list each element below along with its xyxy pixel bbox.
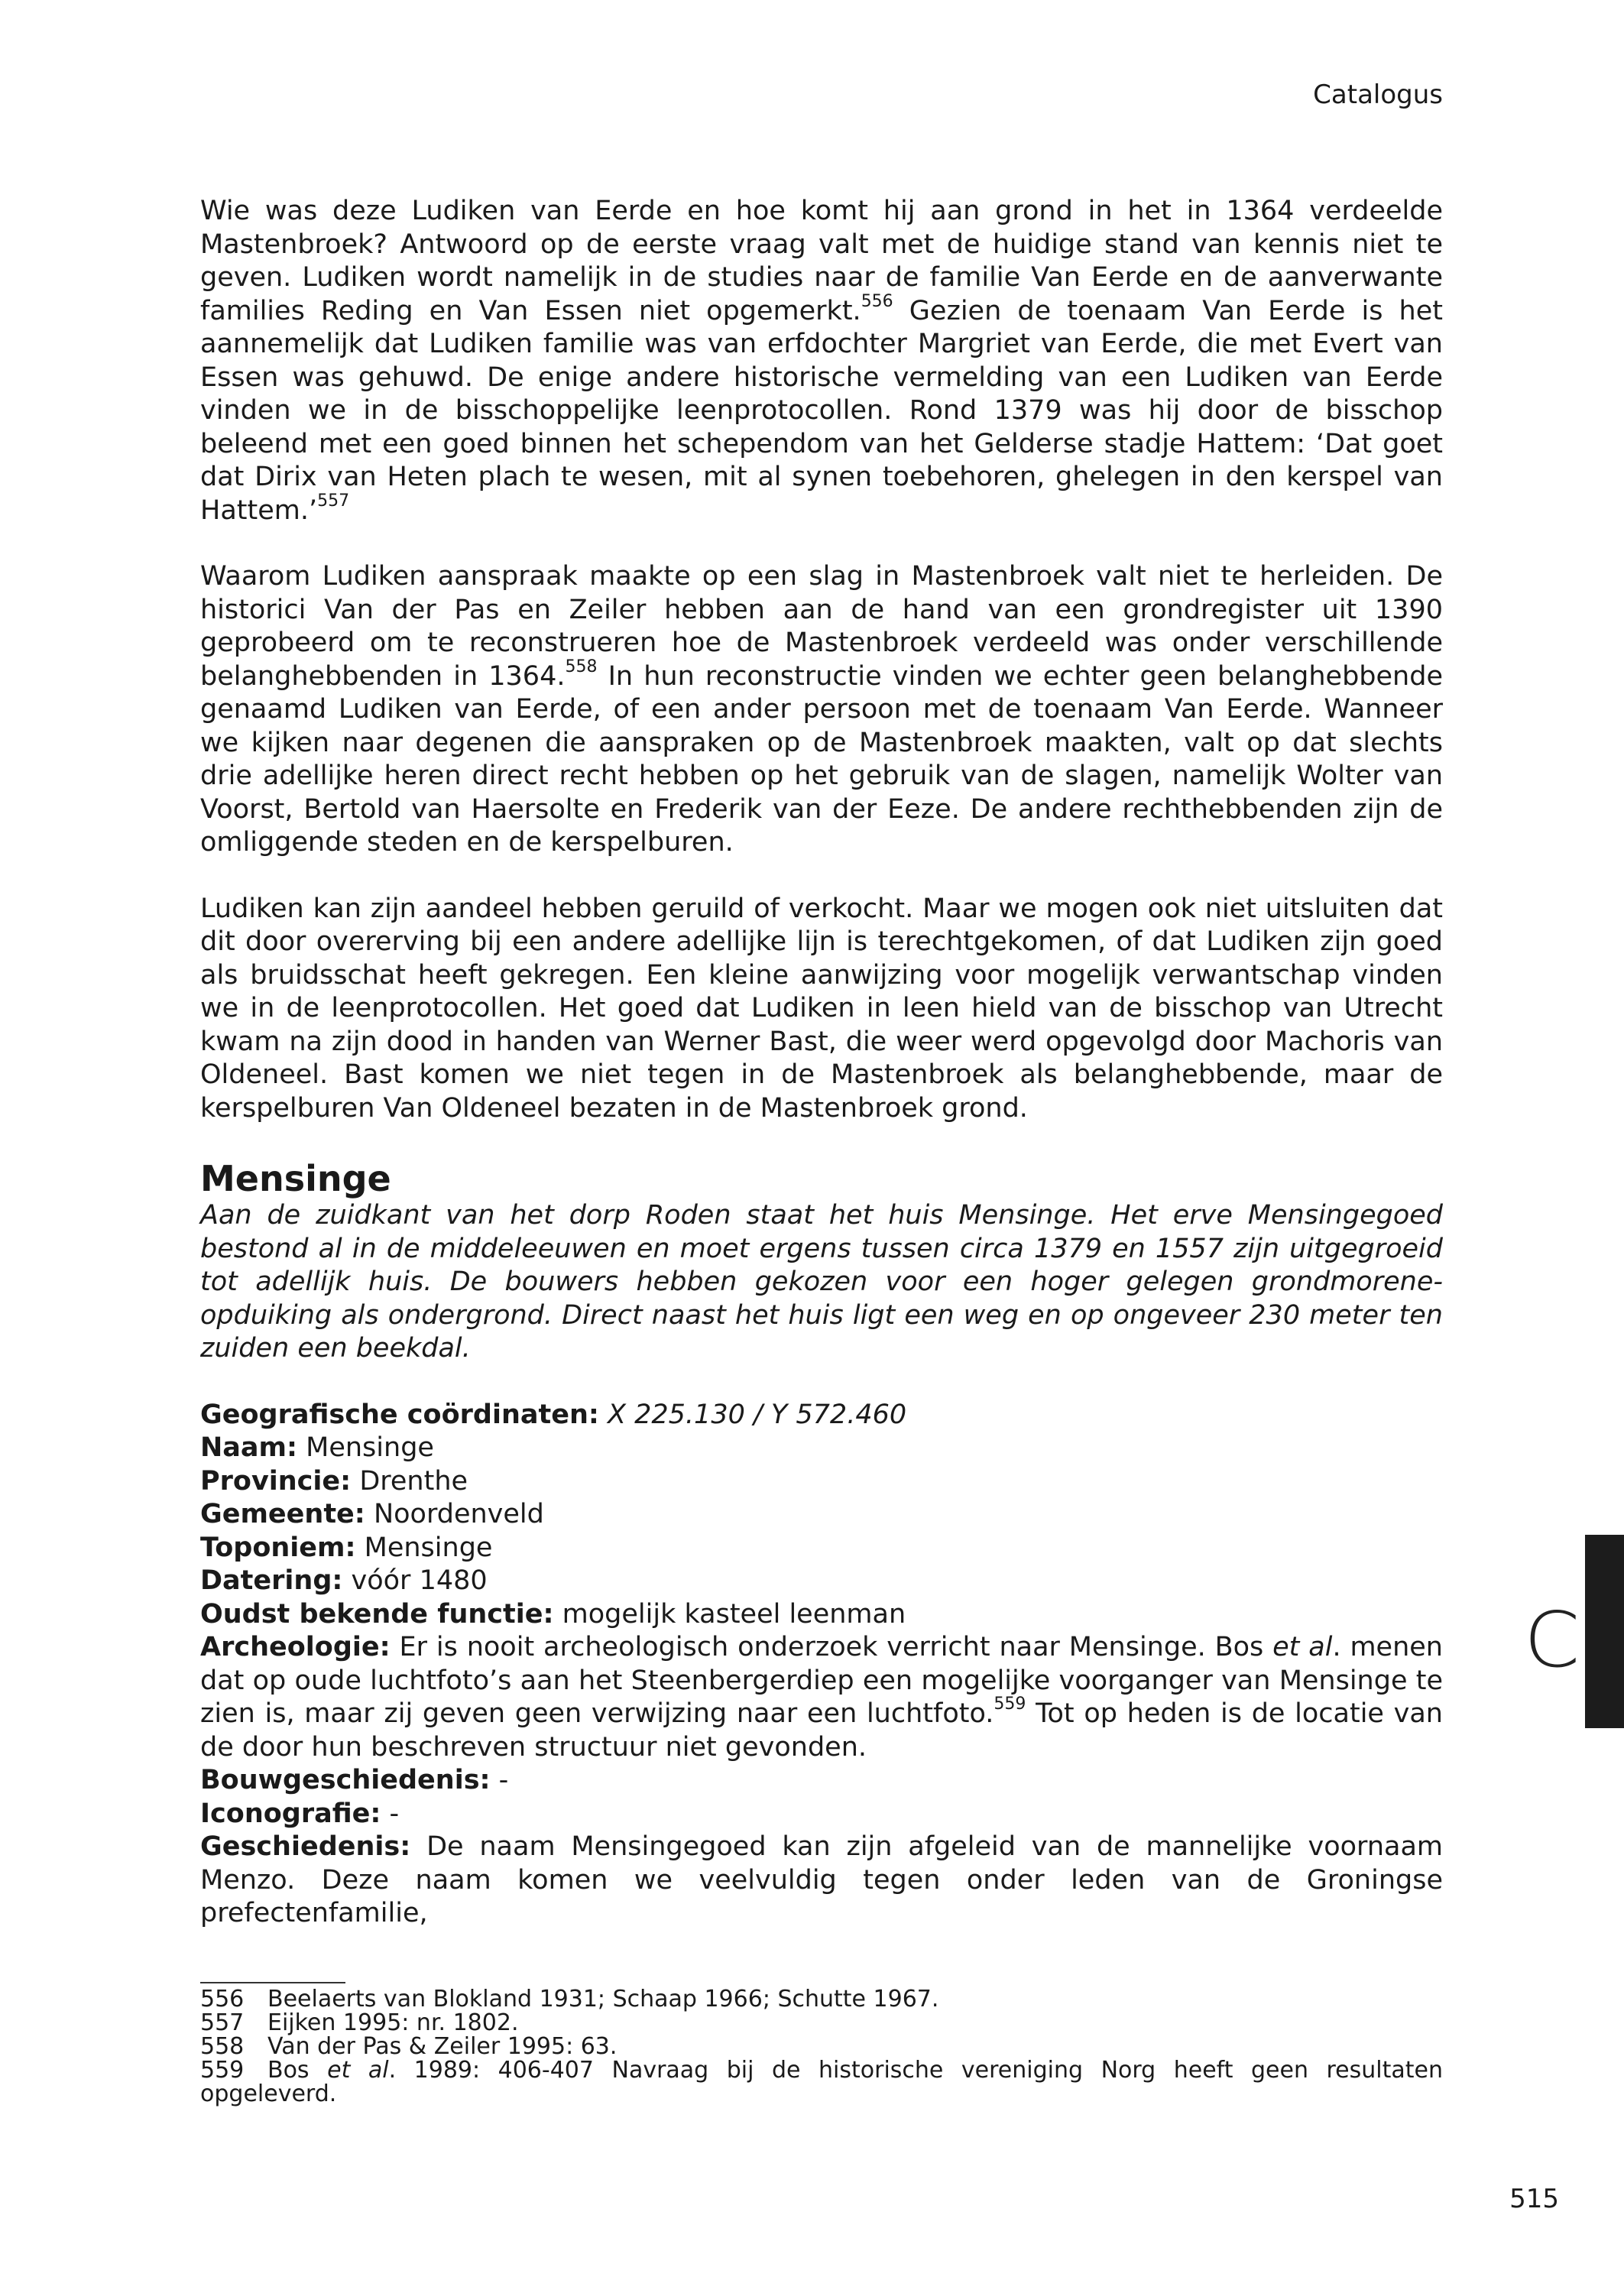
footnote-557 bbox=[200, 2011, 1443, 2035]
footnote-ref-558: 558 bbox=[565, 657, 598, 676]
field-value: X 225.130 / Y 572.460 bbox=[608, 1399, 907, 1430]
paragraph-2 bbox=[200, 560, 1443, 860]
field-archaeology bbox=[200, 1631, 1443, 1764]
field-building-history bbox=[200, 1764, 1443, 1798]
footnote-ref-559: 559 bbox=[994, 1695, 1026, 1714]
field-value: - bbox=[389, 1798, 400, 1829]
section-intro: Aan de zuidkant van het dorp Roden staat het huis Mensinge. Het erve Mensingegoed bestond al in de middeleeuwen en moet ergens tussen circa 1379 en 1557 zijn uitgegroeid tot adellijk huis. De bouwers hebben gekozen voor een hoger gelegen grondmorene-opduiking als ondergrond. Direct naast het huis ligt een weg en op ongeveer 230 meter ten zuiden een beekdal. bbox=[200, 1200, 1443, 1364]
field-label: Iconografie: bbox=[200, 1798, 381, 1829]
footnote-558 bbox=[200, 2035, 1443, 2058]
field-label: Archeologie: bbox=[200, 1632, 391, 1662]
field-value: - bbox=[498, 1765, 509, 1795]
footnote-number: 558 bbox=[200, 2033, 245, 2060]
catalogue-fields bbox=[200, 1399, 1443, 1931]
footnote-text: Eijken 1995: nr. 1802. bbox=[267, 2009, 519, 2036]
field-label: Datering: bbox=[200, 1565, 343, 1596]
field-value: . menen dat op oude luchtfoto’s aan het Steenbergerdiep een mogelijke voorganger van Mensinge te zien is, maar zij geven geen verwijzing naar een luchtfoto. bbox=[200, 1632, 1443, 1729]
section-letter: C bbox=[1524, 1595, 1580, 1685]
footnote-text: Bos bbox=[267, 2057, 328, 2084]
field-history bbox=[200, 1831, 1443, 1931]
footnote-text: Van der Pas & Zeiler 1995: 63. bbox=[267, 2033, 618, 2060]
page-number: 515 bbox=[1509, 2184, 1559, 2214]
footnote-number: 556 bbox=[200, 1986, 245, 2012]
running-header: Catalogus bbox=[1313, 79, 1443, 110]
field-province bbox=[200, 1465, 1443, 1499]
paragraph-2-part-b: In hun reconstructie vinden we echter geen belanghebbende genaamd Ludiken van Eerde, of een ander persoon met de toenaam Van Eerde. Wanneer we kijken naar degenen die aanspraken op de Mastenbroek maakten, valt op dat slechts drie adellijke heren direct recht hebben op het gebruik van de slagen, namelijk Wolter van Voorst, Bertold van Haersolte en Frederik van der Eeze. De andere rechthebbenden zijn de omliggende steden en de kerspelburen. bbox=[200, 660, 1443, 858]
field-coordinates bbox=[200, 1399, 1443, 1432]
field-value: Mensinge bbox=[364, 1532, 493, 1563]
field-value: mogelijk kasteel leenman bbox=[562, 1598, 906, 1630]
main-text bbox=[200, 195, 1443, 1931]
footnote-number: 557 bbox=[200, 2009, 245, 2036]
footnotes bbox=[200, 1987, 1443, 2106]
paragraph-1-part-a: Wie was deze Ludiken van Eerde en hoe komt hij aan grond in het in 1364 verdeelde Mastenbroek? Antwoord op de eerste vraag valt met de huidige stand van kennis niet te geven. Ludiken wordt namelijk in de studies naar de familie Van Eerde en de aanverwante families Reding en Van Essen niet opgemerkt. bbox=[200, 196, 1443, 326]
field-label: Provincie: bbox=[200, 1465, 352, 1497]
field-name bbox=[200, 1432, 1443, 1465]
field-value: De naam Mensingegoed kan zijn afgeleid van de mannelijke voornaam Menzo. Deze naam komen we veelvuldig tegen onder leden van de Groningse prefectenfamilie, bbox=[200, 1831, 1443, 1928]
field-value: Drenthe bbox=[359, 1465, 468, 1497]
paragraph-1-part-b: Gezien de toenaam Van Eerde is het aannemelijk dat Ludiken familie was van erfdochter Margriet van Eerde, die met Evert van Essen was gehuwd. De enige andere historische vermelding van een Ludiken van Eerde vinden we in de bisschoppelijke leenprotocollen. Rond 1379 was hij door de bisschop beleend met een goed binnen het schependom van het Gelderse stadje Hattem: ‘Dat goet dat Dirix van Heten plach te wesen, mit al synen toebehoren, ghelegen in den kerspel van Hattem.’ bbox=[200, 295, 1443, 526]
footnote-ref-556: 556 bbox=[861, 291, 893, 311]
field-iconography bbox=[200, 1798, 1443, 1831]
field-value: Er is nooit archeologisch onderzoek verricht naar Mensinge. Bos bbox=[399, 1632, 1273, 1662]
field-value: Tot op heden is de locatie van de door hun beschreven structuur niet gevonden. bbox=[200, 1698, 1443, 1763]
field-label: Oudst bekende functie: bbox=[200, 1598, 554, 1630]
footnote-559 bbox=[200, 2058, 1443, 2106]
footnote-text-italic: et al bbox=[327, 2057, 389, 2084]
section-heading: Mensinge bbox=[200, 1158, 391, 1199]
field-value: Noordenveld bbox=[373, 1499, 544, 1529]
field-value: Mensinge bbox=[306, 1432, 434, 1463]
field-label: Bouwgeschiedenis: bbox=[200, 1765, 491, 1795]
footnote-number: 559 bbox=[200, 2057, 245, 2084]
field-dating bbox=[200, 1565, 1443, 1598]
field-label: Toponiem: bbox=[200, 1532, 356, 1563]
footnote-divider bbox=[200, 1982, 345, 1983]
field-label: Naam: bbox=[200, 1432, 297, 1463]
field-toponym bbox=[200, 1532, 1443, 1565]
paragraph-2-part-a: Waarom Ludiken aanspraak maakte op een slag in Mastenbroek valt niet te herleiden. De historici Van der Pas en Zeiler hebben aan de hand van een grondregister uit 1390 geprobeerd om te reconstrueren hoe de Mastenbroek verdeeld was onder verschillende belanghebbenden in 1364. bbox=[200, 561, 1443, 692]
footnote-556 bbox=[200, 1987, 1443, 2011]
footnote-ref-557: 557 bbox=[317, 491, 350, 511]
thumb-index-tab bbox=[1585, 1535, 1624, 1728]
field-value-italic: et al bbox=[1272, 1632, 1333, 1662]
footnote-text: . 1989: 406-407 Navraag bij de historische vereniging Norg heeft geen resultaten opgeleverd. bbox=[200, 2057, 1443, 2107]
field-function bbox=[200, 1598, 1443, 1632]
field-value: vóór 1480 bbox=[351, 1565, 488, 1596]
field-label: Geschiedenis: bbox=[200, 1831, 411, 1862]
field-label: Geografische coördinaten: bbox=[200, 1399, 599, 1430]
paragraph-3: Ludiken kan zijn aandeel hebben geruild of verkocht. Maar we mogen ook niet uitsluiten dat dit door overerving bij een andere adellijke lijn is terechtgekomen, of dat Ludiken zijn goed als bruidsschat heeft gekregen. Een kleine aanwijzing voor mogelijk verwantschap vinden we in de leenprotocollen. Het goed dat Ludiken in leen hield van de bisschop van Utrecht kwam na zijn dood in handen van Werner Bast, die weer werd opgevolgd door Machoris van Oldeneel. Bast komen we niet tegen in de Mastenbroek als belanghebbende, maar de kerspelburen Van Oldeneel bezaten in de Mastenbroek grond. bbox=[200, 893, 1443, 1124]
field-municipality bbox=[200, 1498, 1443, 1532]
paragraph-1 bbox=[200, 195, 1443, 527]
footnote-text: Beelaerts van Blokland 1931; Schaap 1966; Schutte 1967. bbox=[267, 1986, 939, 2012]
field-label: Gemeente: bbox=[200, 1499, 365, 1529]
